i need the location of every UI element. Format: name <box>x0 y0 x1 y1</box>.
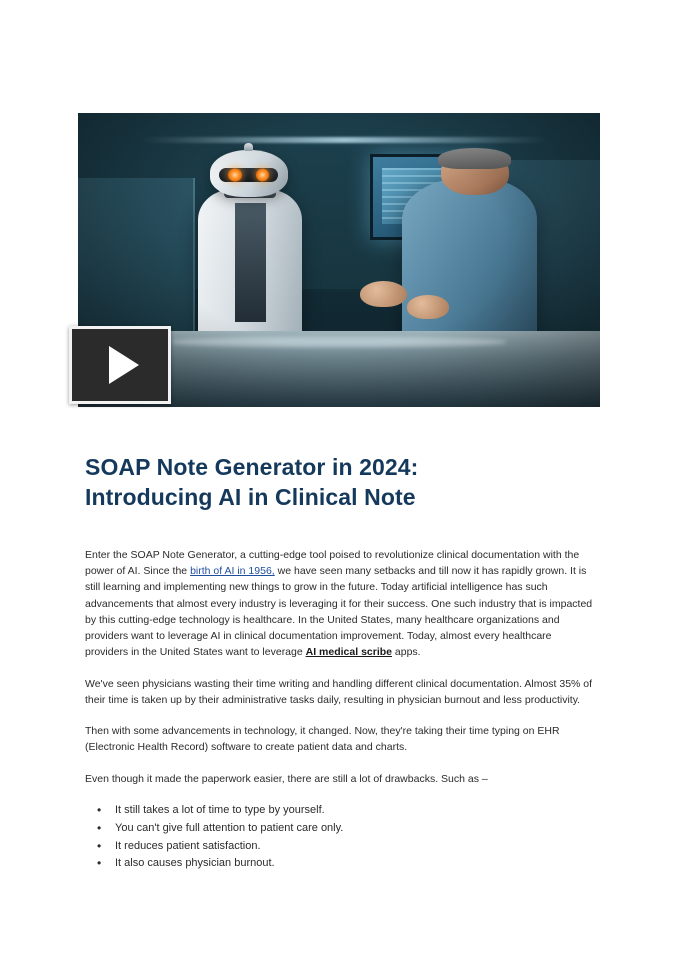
paragraph-text: we have seen many setbacks and till now it has rapidly grown. It is still learning and implementing new things to grow in the future. Today artificial intelligence has such advancements that almost every industry is leveraging it for their success. One such industry that is impacted by this cutting-edge technology is healthcare. In the United States, many healthcare organizations and providers want to leverage AI in clinical documentation improvement. Today, almost every healthcare providers in the United States want to leverage <box>85 564 593 659</box>
paragraph-text: We've seen physicians wasting their time writing and handling different clinical documentation. Almost 35% of their time is taken up by their administrative tasks daily, resulting in physician burnout and less productivity. <box>85 677 593 706</box>
page-title <box>85 452 597 513</box>
paragraph-text: Enter the SOAP Note Generator, a cutting-edge tool poised to revolutionize clinical documentation with the power of AI. Since the <box>85 548 580 577</box>
inline-link[interactable]: birth of AI in 1956, <box>190 564 275 577</box>
play-button[interactable] <box>69 326 171 404</box>
paragraph-1 <box>85 547 597 661</box>
list-item: • It still takes a lot of time to type by yourself. <box>115 802 597 820</box>
paragraph-4 <box>85 771 597 787</box>
paragraph-text: apps. <box>392 646 421 659</box>
play-icon <box>109 346 139 384</box>
list-item: • It also causes physician burnout. <box>115 855 597 873</box>
hero-video[interactable] <box>78 113 600 407</box>
list-item: • It reduces patient satisfaction. <box>115 838 597 856</box>
paragraph-2 <box>85 676 597 709</box>
article-body <box>85 547 597 873</box>
page-title-line-1: SOAP Note Generator in 2024: <box>85 454 419 480</box>
list-item: • You can't give full attention to patient care only. <box>115 820 597 838</box>
paragraph-text: Even though it made the paperwork easier, there are still a lot of drawbacks. Such as – <box>85 772 488 785</box>
article <box>85 452 597 873</box>
page-title-line-2: Introducing AI in Clinical Note <box>85 484 416 511</box>
inline-link[interactable]: AI medical scribe <box>305 646 392 659</box>
drawbacks-list <box>85 802 597 873</box>
paragraph-3 <box>85 723 597 756</box>
paragraph-text: Then with some advancements in technology, it changed. Now, they're taking their time typing on EHR (Electronic Health Record) software to create patient data and charts. <box>85 725 560 754</box>
